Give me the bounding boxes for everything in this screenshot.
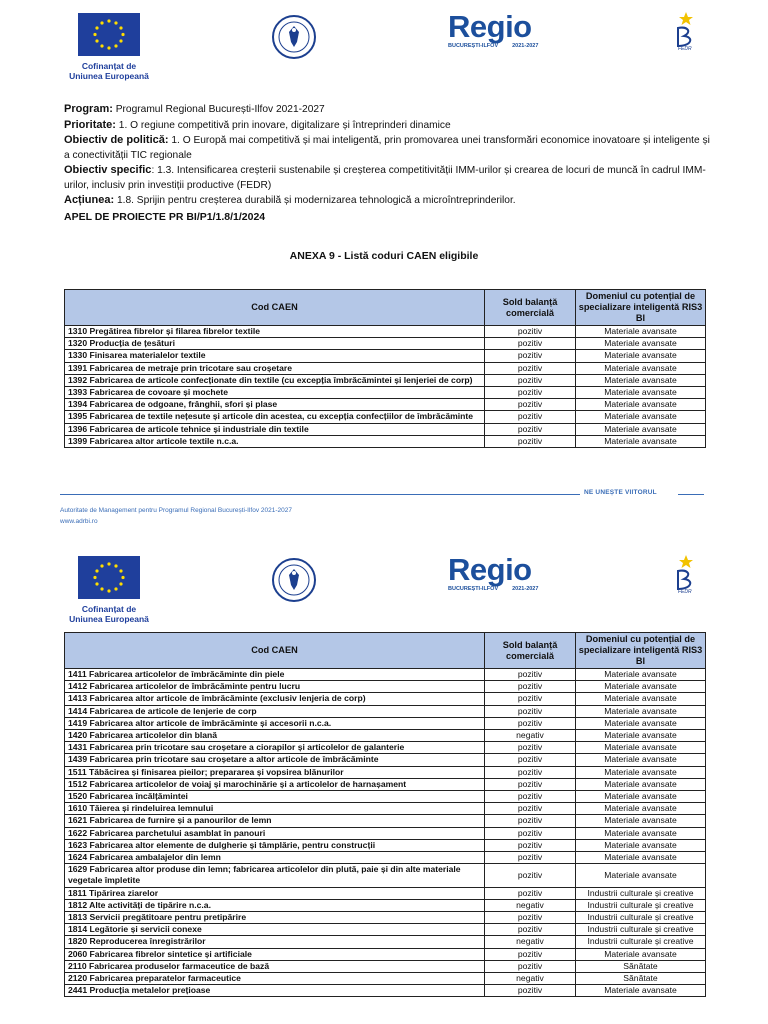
cell-cod: 1813 Servicii pregătitoare pentru pretipărire xyxy=(65,912,485,924)
table-row xyxy=(65,681,706,693)
obiectiv-politica-label: Obiectiv de politică: xyxy=(64,134,169,146)
table-row xyxy=(65,839,706,851)
table-row xyxy=(65,387,706,399)
cell-domeniu: Materiale avansate xyxy=(576,852,706,864)
table-row xyxy=(65,730,706,742)
prioritate-label: Prioritate: xyxy=(64,118,116,131)
cell-domeniu: Materiale avansate xyxy=(576,338,706,350)
cell-sold: pozitiv xyxy=(485,839,576,851)
cell-cod: 1310 Pregătirea fibrelor și filarea fibrelor textile xyxy=(65,326,485,338)
obiectiv-specific-value: : 1.3. Intensificarea creșterii sustenabile și creșterea competitivității IMM-urilor și crearea de locuri de muncă în cadrul IMM-urilor, inclusiv prin investiții productive (FEDR) xyxy=(64,165,706,191)
cell-domeniu: Sănătate xyxy=(576,960,706,972)
cell-domeniu: Materiale avansate xyxy=(576,815,706,827)
eu-caption xyxy=(64,61,154,81)
apel-title: APEL DE PROIECTE PR BI/P1/1.8/1/2024 xyxy=(64,211,266,223)
cell-sold: pozitiv xyxy=(485,778,576,790)
cell-sold: pozitiv xyxy=(485,887,576,899)
table-row xyxy=(65,766,706,778)
cell-sold: pozitiv xyxy=(485,669,576,681)
cell-cod: 1629 Fabricarea altor produse din lemn; fabricarea articolelor din plută, paie și din alte materiale vegetale împletite xyxy=(65,864,485,887)
obiectiv-politica-line xyxy=(64,133,714,163)
cell-domeniu: Materiale avansate xyxy=(576,742,706,754)
cell-sold: pozitiv xyxy=(485,864,576,887)
table-row xyxy=(65,435,706,447)
cell-domeniu: Materiale avansate xyxy=(576,705,706,717)
table-row xyxy=(65,399,706,411)
cell-domeniu: Materiale avansate xyxy=(576,387,706,399)
table-row xyxy=(65,973,706,985)
program-label: Program: xyxy=(64,103,113,115)
cell-domeniu: Materiale avansate xyxy=(576,374,706,386)
caen-table-1 xyxy=(64,289,706,448)
regio-sub xyxy=(448,43,548,49)
cell-cod: 1610 Tăierea și rindeluirea lemnului xyxy=(65,803,485,815)
cell-domeniu: Materiale avansate xyxy=(576,350,706,362)
cell-cod: 1330 Finisarea materialelor textile xyxy=(65,350,485,362)
footer-authority: Autoritate de Management pentru Programul Regional București-Ilfov 2021-2027 xyxy=(60,507,292,514)
prioritate-value: 1. O regiune competitivă prin inovare, digitalizare și întreprinderi dinamice xyxy=(115,119,451,131)
cell-cod: 1419 Fabricarea altor articole de îmbrăcăminte și accesorii n.c.a. xyxy=(65,717,485,729)
cell-sold: negativ xyxy=(485,973,576,985)
cell-sold: pozitiv xyxy=(485,827,576,839)
cell-cod: 1320 Producția de țesături xyxy=(65,338,485,350)
cell-domeniu: Industrii culturale și creative xyxy=(576,936,706,948)
cell-cod: 2441 Producția metalelor prețioase xyxy=(65,985,485,997)
table-row xyxy=(65,717,706,729)
eu-flag-icon xyxy=(78,556,140,599)
header-sold: Sold balanță comercială xyxy=(485,633,576,669)
cell-sold: pozitiv xyxy=(485,693,576,705)
table-row xyxy=(65,815,706,827)
fedr-logo xyxy=(666,10,700,58)
cell-cod: 2060 Fabricarea fibrelor sintetice și artificiale xyxy=(65,948,485,960)
cell-domeniu: Materiale avansate xyxy=(576,730,706,742)
cell-domeniu: Materiale avansate xyxy=(576,864,706,887)
table-row xyxy=(65,852,706,864)
fedr-label: FEDR xyxy=(678,46,692,52)
regio-logo xyxy=(448,552,548,595)
header-domeniu: Domeniul cu potențial de specializare inteligentă RIS3 BI xyxy=(576,633,706,669)
cell-domeniu: Materiale avansate xyxy=(576,948,706,960)
intro-block xyxy=(64,102,714,209)
eu-caption-line1: Cofinanțat de xyxy=(81,604,137,614)
obiectiv-politica-value: 1. O Europă mai competitivă și mai inteligentă, prin promovarea unei transformări economice inovatoare și inteligente și a conectivității TIC regionale xyxy=(64,135,710,161)
table-row xyxy=(65,985,706,997)
table-row xyxy=(65,423,706,435)
cell-domeniu: Materiale avansate xyxy=(576,362,706,374)
table-row xyxy=(65,362,706,374)
cell-cod: 1411 Fabricarea articolelor de îmbrăcăminte din piele xyxy=(65,669,485,681)
cell-cod: 1511 Tăbăcirea și finisarea pieilor; prepararea și vopsirea blănurilor xyxy=(65,766,485,778)
cell-domeniu: Materiale avansate xyxy=(576,693,706,705)
cell-cod: 1624 Fabricarea ambalajelor din lemn xyxy=(65,852,485,864)
cell-sold: pozitiv xyxy=(485,948,576,960)
table-row xyxy=(65,374,706,386)
cell-domeniu: Materiale avansate xyxy=(576,778,706,790)
table-row xyxy=(65,693,706,705)
regio-word: Regio xyxy=(448,9,532,44)
footer-tagline: NE UNEȘTE VIITORUL xyxy=(584,489,657,496)
cell-domeniu: Materiale avansate xyxy=(576,423,706,435)
table-row xyxy=(65,742,706,754)
eu-caption-line2: Uniunea Europeană xyxy=(69,614,149,624)
header-cod: Cod CAEN xyxy=(65,290,485,326)
cell-domeniu: Materiale avansate xyxy=(576,985,706,997)
cell-domeniu: Materiale avansate xyxy=(576,754,706,766)
cell-cod: 2120 Fabricarea preparatelor farmaceutice xyxy=(65,973,485,985)
program-value: Programul Regional București-Ilfov 2021-2027 xyxy=(112,104,325,115)
cell-sold: negativ xyxy=(485,936,576,948)
table-row xyxy=(65,803,706,815)
cell-sold: pozitiv xyxy=(485,681,576,693)
prioritate-line xyxy=(64,118,714,134)
obiectiv-specific-label: Obiectiv specific xyxy=(64,164,152,176)
fedr-logo xyxy=(666,553,700,601)
table-row xyxy=(65,669,706,681)
cell-domeniu: Industrii culturale și creative xyxy=(576,912,706,924)
cell-sold: pozitiv xyxy=(485,374,576,386)
cell-cod: 1622 Fabricarea parchetului asamblat în panouri xyxy=(65,827,485,839)
cell-sold: negativ xyxy=(485,730,576,742)
table-row xyxy=(65,338,706,350)
cell-sold: pozitiv xyxy=(485,766,576,778)
actiunea-line xyxy=(64,193,714,209)
footer-divider xyxy=(60,494,580,495)
table-row xyxy=(65,864,706,887)
cell-domeniu: Industrii culturale și creative xyxy=(576,899,706,911)
program-line xyxy=(64,102,714,118)
table-header-row xyxy=(65,290,706,326)
cell-sold: pozitiv xyxy=(485,423,576,435)
cell-sold: pozitiv xyxy=(485,705,576,717)
eu-caption-line1: Cofinanțat de xyxy=(81,61,137,71)
table-header-row xyxy=(65,633,706,669)
regio-sub-region: BUCUREȘTI-ILFOV xyxy=(448,43,499,49)
obiectiv-specific-line xyxy=(64,163,714,193)
cell-cod: 1623 Fabricarea altor elemente de dulgherie și tâmplărie, pentru construcții xyxy=(65,839,485,851)
cell-cod: 1420 Fabricarea articolelor din blană xyxy=(65,730,485,742)
regio-sub-region: BUCUREȘTI-ILFOV xyxy=(448,586,499,592)
footer-text xyxy=(60,505,292,527)
cell-sold: pozitiv xyxy=(485,924,576,936)
cell-domeniu: Materiale avansate xyxy=(576,669,706,681)
eu-caption xyxy=(64,604,154,624)
table-row xyxy=(65,326,706,338)
cell-domeniu: Materiale avansate xyxy=(576,435,706,447)
cell-sold: pozitiv xyxy=(485,815,576,827)
cell-cod: 1814 Legătorie și servicii conexe xyxy=(65,924,485,936)
cell-cod: 1812 Alte activități de tipărire n.c.a. xyxy=(65,899,485,911)
cell-sold: negativ xyxy=(485,899,576,911)
cell-sold: pozitiv xyxy=(485,362,576,374)
table-row xyxy=(65,899,706,911)
cell-sold: pozitiv xyxy=(485,742,576,754)
cell-cod: 1512 Fabricarea articolelor de voiaj și marochinărie și a articolelor de harnașament xyxy=(65,778,485,790)
table-row xyxy=(65,778,706,790)
cell-domeniu: Materiale avansate xyxy=(576,839,706,851)
header-sold: Sold balanță comercială xyxy=(485,290,576,326)
caen-table-2-body xyxy=(65,669,706,997)
cell-sold: pozitiv xyxy=(485,435,576,447)
cell-sold: pozitiv xyxy=(485,399,576,411)
cell-sold: pozitiv xyxy=(485,985,576,997)
caen-table-2 xyxy=(64,632,706,997)
cell-cod: 1393 Fabricarea de covoare și mochete xyxy=(65,387,485,399)
cell-sold: pozitiv xyxy=(485,791,576,803)
logo-bar-page2 xyxy=(0,553,768,628)
cell-domeniu: Materiale avansate xyxy=(576,791,706,803)
table-row xyxy=(65,827,706,839)
cell-sold: pozitiv xyxy=(485,387,576,399)
header-cod: Cod CAEN xyxy=(65,633,485,669)
cell-sold: pozitiv xyxy=(485,411,576,423)
cell-cod: 1399 Fabricarea altor articole textile n.c.a. xyxy=(65,435,485,447)
cell-cod: 1621 Fabricarea de furnire și a panourilor de lemn xyxy=(65,815,485,827)
government-seal-icon xyxy=(271,14,317,60)
eu-logo xyxy=(69,13,149,81)
footer-divider-end xyxy=(678,494,704,495)
cell-domeniu: Materiale avansate xyxy=(576,827,706,839)
cell-cod: 1413 Fabricarea altor articole de îmbrăcăminte (exclusiv lenjeria de corp) xyxy=(65,693,485,705)
cell-sold: pozitiv xyxy=(485,350,576,362)
table-row xyxy=(65,936,706,948)
cell-cod: 1391 Fabricarea de metraje prin tricotare sau croșetare xyxy=(65,362,485,374)
anexa-title: ANEXA 9 - Listă coduri CAEN eligibile xyxy=(289,250,479,262)
eu-caption-line2: Uniunea Europeană xyxy=(69,71,149,81)
cell-sold: pozitiv xyxy=(485,326,576,338)
header-domeniu: Domeniul cu potențial de specializare inteligentă RIS3 BI xyxy=(576,290,706,326)
table-row xyxy=(65,791,706,803)
cell-sold: pozitiv xyxy=(485,803,576,815)
regio-logo xyxy=(448,9,548,52)
cell-sold: pozitiv xyxy=(485,912,576,924)
cell-cod: 1392 Fabricarea de articole confecționate din textile (cu excepția îmbrăcămintei și lenjeriei de corp) xyxy=(65,374,485,386)
cell-sold: pozitiv xyxy=(485,754,576,766)
regio-sub xyxy=(448,586,548,592)
cell-cod: 1811 Tipărirea ziarelor xyxy=(65,887,485,899)
logo-bar xyxy=(0,10,768,85)
table-row xyxy=(65,960,706,972)
table-row xyxy=(65,887,706,899)
actiunea-value: 1.8. Sprijin pentru creșterea durabilă și modernizarea tehnologică a microîntreprinderilor. xyxy=(114,195,516,206)
eu-flag-icon xyxy=(78,13,140,56)
cell-sold: pozitiv xyxy=(485,717,576,729)
cell-cod: 1414 Fabricarea de articole de lenjerie de corp xyxy=(65,705,485,717)
cell-domeniu: Industrii culturale și creative xyxy=(576,924,706,936)
regio-sub-years: 2021-2027 xyxy=(512,586,539,592)
cell-sold: pozitiv xyxy=(485,852,576,864)
cell-domeniu: Materiale avansate xyxy=(576,411,706,423)
cell-cod: 1439 Fabricarea prin tricotare sau croșetare a altor articole de îmbrăcăminte xyxy=(65,754,485,766)
cell-domeniu: Materiale avansate xyxy=(576,717,706,729)
cell-sold: pozitiv xyxy=(485,338,576,350)
caen-table-1-body xyxy=(65,326,706,448)
cell-domeniu: Materiale avansate xyxy=(576,399,706,411)
cell-cod: 2110 Fabricarea produselor farmaceutice de bază xyxy=(65,960,485,972)
cell-cod: 1431 Fabricarea prin tricotare sau croșetare a ciorapilor și articolelor de galanterie xyxy=(65,742,485,754)
table-row xyxy=(65,411,706,423)
table-row xyxy=(65,924,706,936)
cell-domeniu: Materiale avansate xyxy=(576,766,706,778)
cell-domeniu: Materiale avansate xyxy=(576,326,706,338)
fedr-star-icon xyxy=(666,10,700,50)
footer-website[interactable]: www.adrbi.ro xyxy=(60,518,98,525)
regio-word: Regio xyxy=(448,552,532,587)
table-row xyxy=(65,912,706,924)
cell-cod: 1396 Fabricarea de articole tehnice și industriale din textile xyxy=(65,423,485,435)
fedr-star-icon xyxy=(666,553,700,593)
cell-cod: 1395 Fabricarea de textile nețesute și articole din acestea, cu excepția confecțiilor de îmbrăcăminte xyxy=(65,411,485,423)
cell-domeniu: Sănătate xyxy=(576,973,706,985)
regio-sub-years: 2021-2027 xyxy=(512,43,539,49)
fedr-label: FEDR xyxy=(678,589,692,595)
cell-domeniu: Industrii culturale și creative xyxy=(576,887,706,899)
cell-domeniu: Materiale avansate xyxy=(576,681,706,693)
actiunea-label: Acțiunea: xyxy=(64,194,115,206)
table-row xyxy=(65,705,706,717)
government-seal-icon xyxy=(271,557,317,603)
cell-cod: 1520 Fabricarea încălțămintei xyxy=(65,791,485,803)
table-row xyxy=(65,350,706,362)
table-row xyxy=(65,948,706,960)
cell-cod: 1394 Fabricarea de odgoane, frânghii, sfori și plase xyxy=(65,399,485,411)
cell-cod: 1412 Fabricarea articolelor de îmbrăcăminte pentru lucru xyxy=(65,681,485,693)
cell-sold: pozitiv xyxy=(485,960,576,972)
cell-cod: 1820 Reproducerea înregistrărilor xyxy=(65,936,485,948)
eu-logo xyxy=(69,556,149,624)
table-row xyxy=(65,754,706,766)
cell-domeniu: Materiale avansate xyxy=(576,803,706,815)
